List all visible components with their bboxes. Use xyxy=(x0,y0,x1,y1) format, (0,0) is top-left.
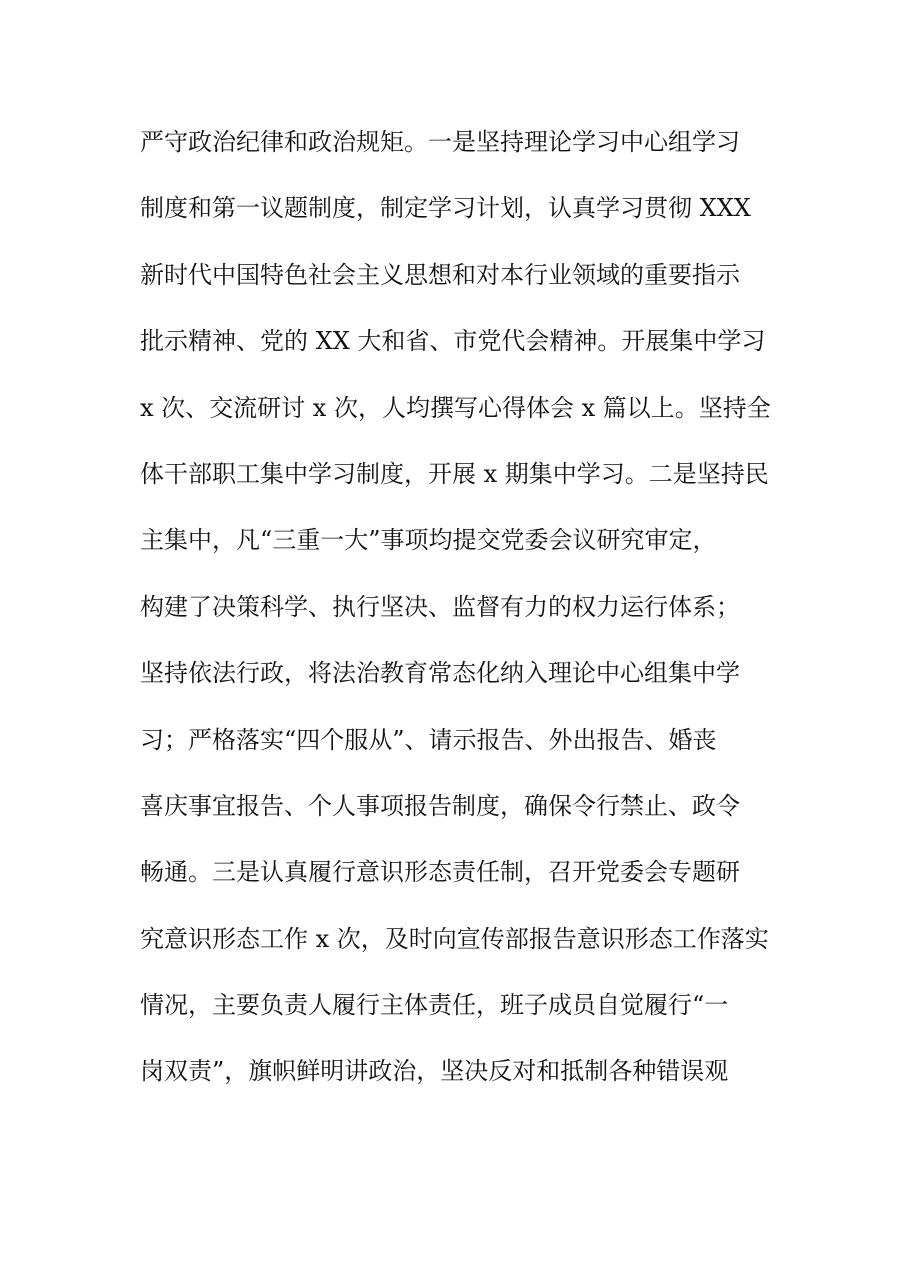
text-line: 岗双责”，旗帜鲜明讲政治，坚决反对和抵制各种错误观 xyxy=(140,1057,729,1086)
text-line: 习；严格落实“四个服从”、请示报告、外出报告、婚丧 xyxy=(140,725,717,754)
text-line: 情况，主要负责人履行主体责任，班子成员自觉履行“一 xyxy=(140,991,729,1020)
text-line: 新时代中国特色社会主义思想和对本行业领域的重要指示 xyxy=(140,260,740,289)
text-line: 体干部职工集中学习制度，开展 x 期集中学习。二是坚持民 xyxy=(140,459,769,488)
text-line: 构建了决策科学、执行坚决、监督有力的权力运行体系； xyxy=(140,592,740,621)
text-line: 喜庆事宜报告、个人事项报告制度，确保令行禁止、政令 xyxy=(140,791,740,820)
text-line: 批示精神、党的 XX 大和省、市党代会精神。开展集中学习 xyxy=(140,327,766,356)
text-line: 严守政治纪律和政治规矩。一是坚持理论学习中心组学习 xyxy=(140,128,740,156)
text-line: 坚持依法行政，将法治教育常态化纳入理论中心组集中学 xyxy=(140,659,740,688)
text-line: 畅通。三是认真履行意识形态责任制，召开党委会专题研 xyxy=(140,858,740,887)
text-line: 究意识形态工作 x 次，及时向宣传部报告意识形态工作落实 xyxy=(140,924,769,953)
text-line: x 次、交流研讨 x 次，人均撰写心得体会 x 篇以上。坚持全 xyxy=(140,393,771,422)
text-line: 主集中，凡“三重一大”事项均提交党委会议研究审定， xyxy=(140,526,717,555)
text-line: 制度和第一议题制度，制定学习计划，认真学习贯彻 XXX xyxy=(140,194,751,223)
body-paragraph xyxy=(140,124,780,1120)
